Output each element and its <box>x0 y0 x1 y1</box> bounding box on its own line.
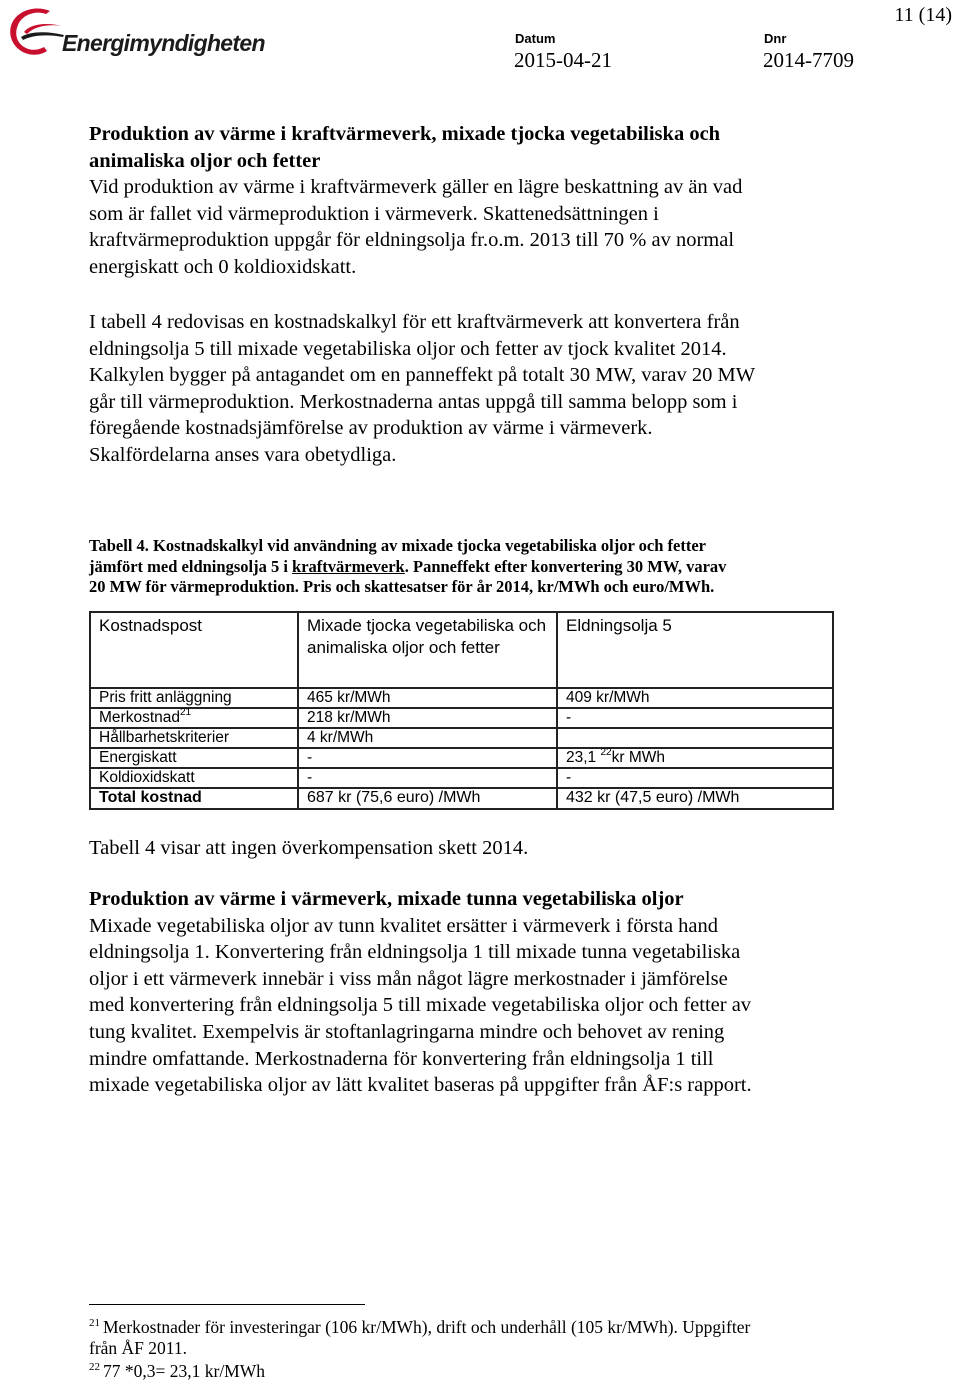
after-table-line: Tabell 4 visar att ingen överkompensation skett 2014. <box>89 837 529 859</box>
table-caption <box>89 536 859 598</box>
table-header-cell: Kostnadspost <box>90 612 298 688</box>
table-cell: - <box>298 748 557 768</box>
dnr-label: Dnr <box>764 31 787 46</box>
section2-body-line: med konvertering från eldningsolja 5 till mixade vegetabiliska oljor och fetter av <box>89 994 752 1017</box>
section1-body-line: energiskatt och 0 koldioxidskatt. <box>89 255 357 278</box>
section1 <box>89 121 859 281</box>
caption-text: . Panneffekt efter konvertering 30 MW, varav <box>404 556 727 576</box>
footnote-line <box>89 1317 859 1338</box>
cost-table <box>89 611 834 810</box>
after-table-text <box>89 835 859 862</box>
section2-body-line: Mixade vegetabiliska oljor av tunn kvalitet ersätter i värmeverk i första hand <box>89 914 719 937</box>
table-cell-label <box>90 748 298 768</box>
table-cell: - <box>557 708 833 728</box>
table-cell-label <box>90 688 298 708</box>
table-cell: - <box>298 768 557 788</box>
section2-body-line: eldningsolja 1. Konvertering från eldningsolja 1 till mixade tunna vegetabiliska <box>89 941 741 964</box>
datum-label: Datum <box>515 31 556 46</box>
paragraph-line: eldningsolja 5 till mixade vegetabiliska oljor och fetter av tjock kvalitet 2014. <box>89 337 727 360</box>
table-cell: - <box>557 768 833 788</box>
paragraph-line: går till värmeproduktion. Merkostnaderna antas uppgå till samma belopp som i <box>89 390 738 413</box>
table-row <box>90 748 833 768</box>
row-label: Pris fritt anläggning <box>99 689 232 706</box>
section1-body-line: som är fallet vid värmeproduktion i värmeverk. Skattenedsättningen i <box>89 202 659 225</box>
section1-heading-line: animaliska oljor och fetter <box>89 149 321 172</box>
footnote-divider <box>89 1304 365 1305</box>
energimyndigheten-logo <box>6 2 265 64</box>
table-total-cell: 687 kr (75,6 euro) /MWh <box>298 788 557 809</box>
table-total-label: Total kostnad <box>90 788 298 809</box>
page-number: 11 (14) <box>894 4 952 26</box>
footnote-line: från ÅF 2011. <box>89 1338 188 1358</box>
paragraph-line: föregående kostnadsjämförelse av produktion av värme i värmeverk. <box>89 417 653 440</box>
logo-text: Energimyndigheten <box>62 30 265 56</box>
table-cell-label <box>90 768 298 788</box>
caption-text: jämfört med eldningsolja 5 i <box>89 556 293 576</box>
section2-heading: Produktion av värme i värmeverk, mixade tunna vegetabiliska oljor <box>89 888 684 910</box>
table-row <box>90 688 833 708</box>
cell-unit: kr MWh <box>611 749 665 766</box>
datum-value: 2015-04-21 <box>514 48 612 72</box>
paragraph-line: I tabell 4 redovisas en kostnadskalkyl för ett kraftvärmeverk att konvertera från <box>89 311 740 333</box>
row-label: Koldioxidskatt <box>99 769 195 786</box>
footnote-text: Merkostnader för investeringar (106 kr/MWh), drift och underhåll (105 kr/MWh). Uppgifter <box>103 1317 751 1337</box>
footnote-number: 21 <box>89 1317 100 1329</box>
table-header-row <box>90 612 833 688</box>
section1-body-line: Vid produktion av värme i kraftvärmeverk gäller en lägre beskattning av än vad <box>89 176 743 199</box>
footnote-text: 77 *0,3= 23,1 kr/MWh <box>103 1361 266 1381</box>
table-cell-label <box>90 728 298 748</box>
section2-body-line: oljor i ett värmeverk innebär i viss mån något lägre merkostnader i jämförelse <box>89 967 728 990</box>
table-cell <box>557 748 833 768</box>
table-row <box>90 768 833 788</box>
dnr-value: 2014-7709 <box>763 48 854 72</box>
caption-line: Tabell 4. Kostnadskalkyl vid användning av mixade tjocka vegetabiliska oljor och fetter <box>89 536 706 555</box>
row-label: Hållbarhetskriterier <box>99 729 230 746</box>
table-row <box>90 708 833 728</box>
section1-body-line: kraftvärmeproduktion uppgår för eldningsolja fr.o.m. 2013 till 70 % av normal <box>89 229 735 252</box>
section2-body-line: mixade vegetabiliska oljor av lätt kvalitet baseras på uppgifter från ÅF:s rapport. <box>89 1074 752 1097</box>
caption-line: 20 MW för värmeproduktion. Pris och skattesatser för år 2014, kr/MWh och euro/MWh. <box>89 577 715 596</box>
row-label: Merkostnad <box>99 709 180 726</box>
cell-value: 23,1 <box>566 749 601 766</box>
table-cell: 218 kr/MWh <box>298 708 557 728</box>
caption-line <box>89 557 859 578</box>
table-cell: 4 kr/MWh <box>298 728 557 748</box>
footnote-number: 22 <box>89 1361 100 1373</box>
section2-body-line: mindre omfattande. Merkostnaderna för konvertering från eldningsolja 1 till <box>89 1047 714 1070</box>
table-cell <box>557 728 833 748</box>
table-cell: 409 kr/MWh <box>557 688 833 708</box>
logo-swoosh-icon <box>6 2 66 62</box>
table-total-row <box>90 788 833 809</box>
table-row <box>90 728 833 748</box>
footnote-line <box>89 1361 859 1382</box>
footnote-22 <box>89 1361 859 1382</box>
table-cell-label <box>90 708 298 728</box>
footnote-21 <box>89 1317 859 1359</box>
table-total-cell: 432 kr (47,5 euro) /MWh <box>557 788 833 809</box>
section2 <box>89 886 859 1099</box>
footnote-ref: 21 <box>179 707 192 718</box>
paragraph-table4-intro <box>89 309 859 469</box>
table-header-cell: Mixade tjocka vegetabiliska och animaliska oljor och fetter <box>298 612 557 688</box>
footnote-ref: 22 <box>600 747 612 758</box>
paragraph-line: Kalkylen bygger på antagandet om en panneffekt på totalt 30 MW, varav 20 MW <box>89 364 756 387</box>
section2-body-line: tung kvalitet. Exempelvis är stoftanlagringarna mindre och behovet av rening <box>89 1020 725 1043</box>
table-cell: 465 kr/MWh <box>298 688 557 708</box>
table-header-cell: Eldningsolja 5 <box>557 612 833 688</box>
paragraph-line: Skalfördelarna anses vara obetydliga. <box>89 443 397 466</box>
caption-underlined-link: kraftvärmeverk <box>292 556 405 576</box>
row-label: Energiskatt <box>99 749 177 766</box>
section1-heading-line: Produktion av värme i kraftvärmeverk, mixade tjocka vegetabiliska och <box>89 123 721 145</box>
